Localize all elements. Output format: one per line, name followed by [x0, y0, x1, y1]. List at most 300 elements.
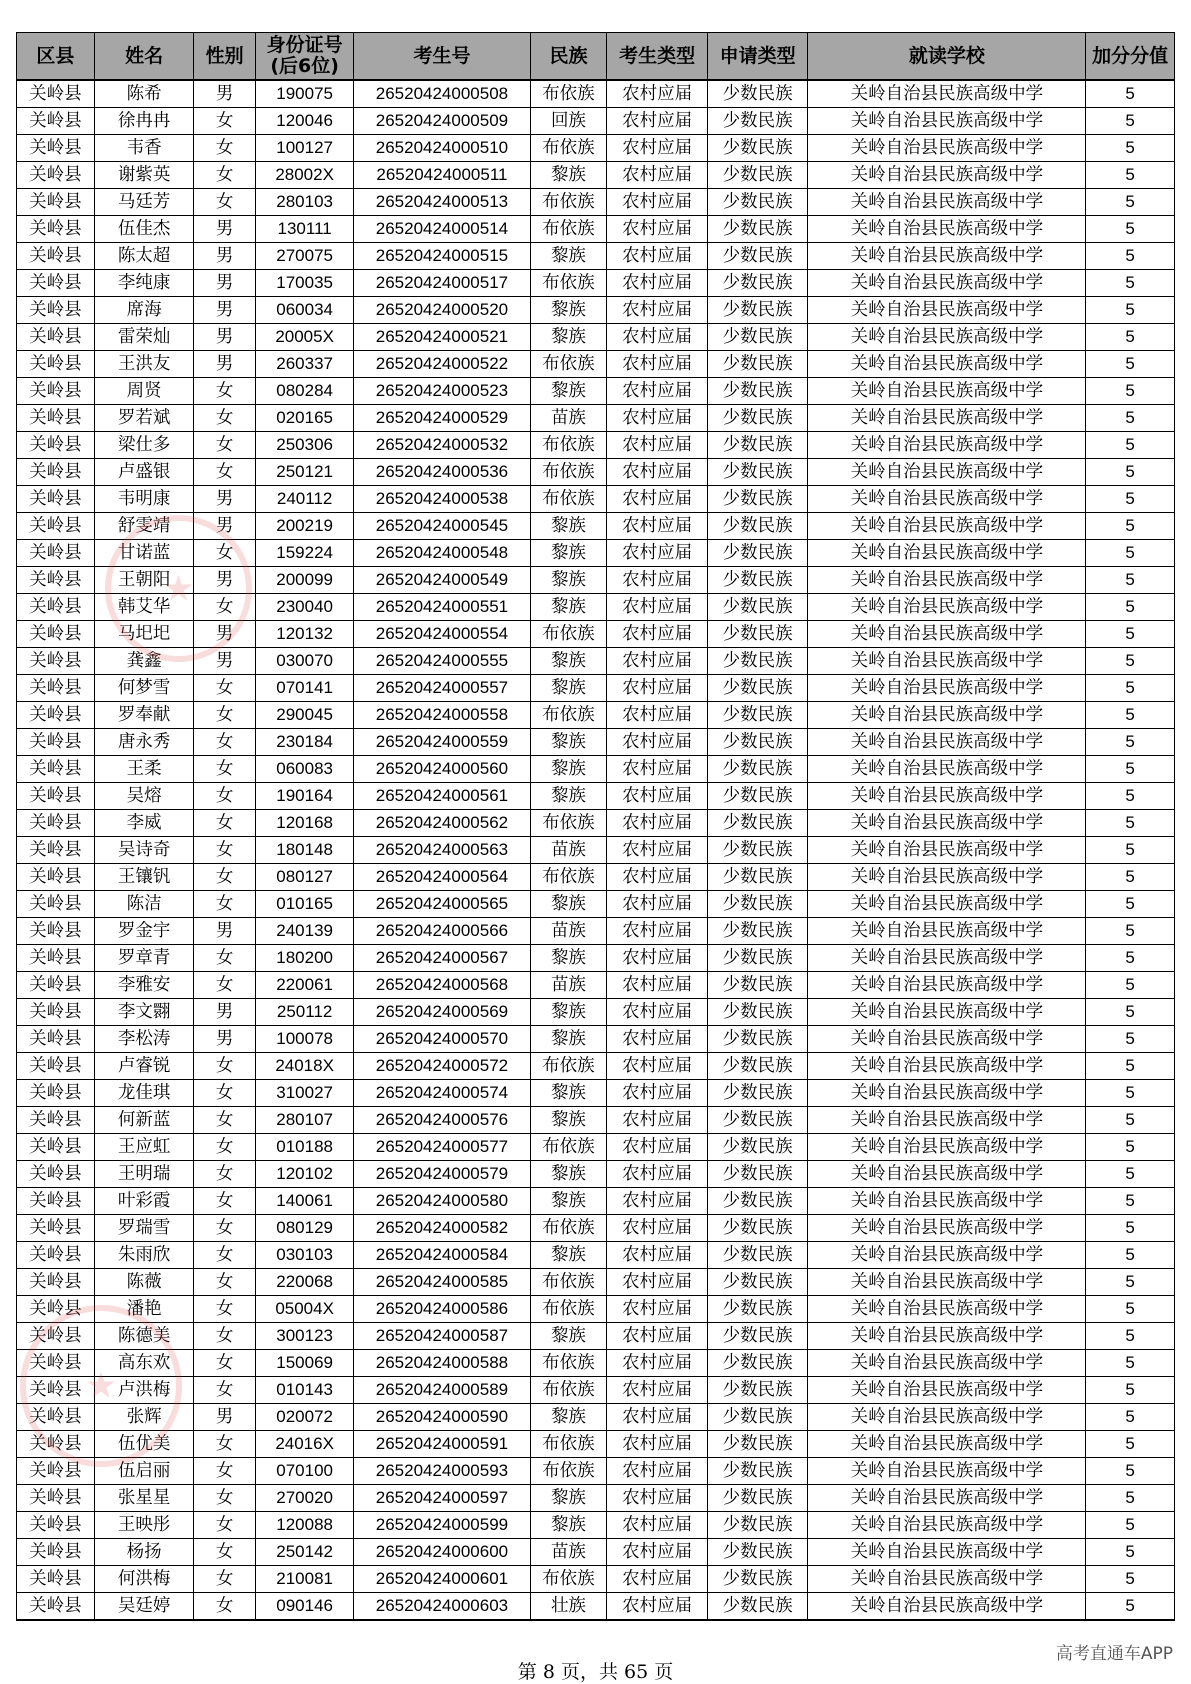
- cell-application-type: 少数民族: [707, 1188, 808, 1215]
- cell-district: 关岭县: [17, 1323, 95, 1350]
- cell-application-type: 少数民族: [707, 1161, 808, 1188]
- cell-id-suffix: 060083: [255, 756, 353, 783]
- cell-ethnicity: 黎族: [530, 1107, 607, 1134]
- cell-gender: 女: [194, 729, 256, 756]
- cell-id-suffix: 170035: [255, 270, 353, 297]
- cell-exam-number: 26520424000600: [354, 1539, 530, 1566]
- table-row: [17, 594, 1175, 621]
- cell-bonus-points: 5: [1086, 80, 1175, 108]
- cell-application-type: 少数民族: [707, 1539, 808, 1566]
- cell-ethnicity: 黎族: [530, 1161, 607, 1188]
- cell-exam-number: 26520424000549: [354, 567, 530, 594]
- cell-candidate-type: 农村应届: [607, 1350, 708, 1377]
- cell-exam-number: 26520424000567: [354, 945, 530, 972]
- cell-application-type: 少数民族: [707, 972, 808, 999]
- cell-ethnicity: 布依族: [530, 1269, 607, 1296]
- cell-name: 马廷芳: [94, 189, 193, 216]
- cell-candidate-type: 农村应届: [607, 351, 708, 378]
- cell-school: 关岭自治县民族高级中学: [808, 837, 1086, 864]
- col-header-application-type: 申请类型: [707, 33, 808, 81]
- cell-ethnicity: 布依族: [530, 459, 607, 486]
- cell-name: 朱雨欣: [94, 1242, 193, 1269]
- cell-gender: 女: [194, 1593, 256, 1621]
- cell-exam-number: 26520424000517: [354, 270, 530, 297]
- cell-ethnicity: 苗族: [530, 1539, 607, 1566]
- table-row: [17, 1404, 1175, 1431]
- table-row: [17, 621, 1175, 648]
- table-row: [17, 675, 1175, 702]
- cell-candidate-type: 农村应届: [607, 1458, 708, 1485]
- cell-application-type: 少数民族: [707, 648, 808, 675]
- cell-district: 关岭县: [17, 1215, 95, 1242]
- cell-exam-number: 26520424000579: [354, 1161, 530, 1188]
- cell-application-type: 少数民族: [707, 1512, 808, 1539]
- cell-gender: 男: [194, 1026, 256, 1053]
- cell-name: 李威: [94, 810, 193, 837]
- cell-bonus-points: 5: [1086, 594, 1175, 621]
- cell-name: 龚鑫: [94, 648, 193, 675]
- cell-id-suffix: 120088: [255, 1512, 353, 1539]
- cell-school: 关岭自治县民族高级中学: [808, 1485, 1086, 1512]
- cell-application-type: 少数民族: [707, 891, 808, 918]
- cell-exam-number: 26520424000574: [354, 1080, 530, 1107]
- cell-bonus-points: 5: [1086, 783, 1175, 810]
- cell-name: 伍启丽: [94, 1458, 193, 1485]
- cell-district: 关岭县: [17, 486, 95, 513]
- cell-ethnicity: 布依族: [530, 1458, 607, 1485]
- cell-ethnicity: 布依族: [530, 621, 607, 648]
- cell-ethnicity: 布依族: [530, 702, 607, 729]
- cell-name: 陈希: [94, 80, 193, 108]
- cell-name: 吴诗奇: [94, 837, 193, 864]
- cell-district: 关岭县: [17, 1242, 95, 1269]
- cell-name: 徐冉冉: [94, 108, 193, 135]
- cell-application-type: 少数民族: [707, 486, 808, 513]
- cell-ethnicity: 苗族: [530, 918, 607, 945]
- cell-id-suffix: 030103: [255, 1242, 353, 1269]
- cell-id-suffix: 120168: [255, 810, 353, 837]
- cell-exam-number: 26520424000577: [354, 1134, 530, 1161]
- cell-district: 关岭县: [17, 1512, 95, 1539]
- cell-district: 关岭县: [17, 189, 95, 216]
- cell-gender: 女: [194, 1431, 256, 1458]
- cell-bonus-points: 5: [1086, 1485, 1175, 1512]
- table-row: [17, 324, 1175, 351]
- cell-ethnicity: 黎族: [530, 1512, 607, 1539]
- cell-ethnicity: 布依族: [530, 1350, 607, 1377]
- cell-candidate-type: 农村应届: [607, 513, 708, 540]
- cell-candidate-type: 农村应届: [607, 1539, 708, 1566]
- cell-exam-number: 26520424000529: [354, 405, 530, 432]
- cell-id-suffix: 240139: [255, 918, 353, 945]
- table-row: [17, 648, 1175, 675]
- cell-candidate-type: 农村应届: [607, 540, 708, 567]
- col-header-candidate-type: 考生类型: [607, 33, 708, 81]
- cell-exam-number: 26520424000532: [354, 432, 530, 459]
- cell-district: 关岭县: [17, 567, 95, 594]
- cell-application-type: 少数民族: [707, 837, 808, 864]
- cell-name: 席海: [94, 297, 193, 324]
- cell-application-type: 少数民族: [707, 1296, 808, 1323]
- cell-school: 关岭自治县民族高级中学: [808, 1350, 1086, 1377]
- cell-bonus-points: 5: [1086, 378, 1175, 405]
- cell-candidate-type: 农村应届: [607, 135, 708, 162]
- cell-bonus-points: 5: [1086, 1242, 1175, 1269]
- table-row: [17, 567, 1175, 594]
- cell-district: 关岭县: [17, 945, 95, 972]
- col-header-name: 姓名: [94, 33, 193, 81]
- cell-application-type: 少数民族: [707, 1053, 808, 1080]
- table-row: [17, 1026, 1175, 1053]
- cell-id-suffix: 24018X: [255, 1053, 353, 1080]
- cell-bonus-points: 5: [1086, 1161, 1175, 1188]
- table-row: [17, 459, 1175, 486]
- cell-school: 关岭自治县民族高级中学: [808, 1404, 1086, 1431]
- cell-id-suffix: 120046: [255, 108, 353, 135]
- cell-application-type: 少数民族: [707, 864, 808, 891]
- cell-district: 关岭县: [17, 891, 95, 918]
- cell-gender: 女: [194, 594, 256, 621]
- cell-school: 关岭自治县民族高级中学: [808, 945, 1086, 972]
- cell-name: 梁仕多: [94, 432, 193, 459]
- cell-school: 关岭自治县民族高级中学: [808, 783, 1086, 810]
- cell-school: 关岭自治县民族高级中学: [808, 486, 1086, 513]
- cell-application-type: 少数民族: [707, 297, 808, 324]
- cell-id-suffix: 010143: [255, 1377, 353, 1404]
- roster-table: [16, 32, 1175, 1621]
- cell-candidate-type: 农村应届: [607, 891, 708, 918]
- cell-candidate-type: 农村应届: [607, 1107, 708, 1134]
- cell-name: 陈德美: [94, 1323, 193, 1350]
- cell-application-type: 少数民族: [707, 1350, 808, 1377]
- cell-name: 龙佳琪: [94, 1080, 193, 1107]
- cell-ethnicity: 黎族: [530, 324, 607, 351]
- cell-school: 关岭自治县民族高级中学: [808, 216, 1086, 243]
- table-row: [17, 999, 1175, 1026]
- cell-school: 关岭自治县民族高级中学: [808, 1269, 1086, 1296]
- cell-id-suffix: 020165: [255, 405, 353, 432]
- cell-exam-number: 26520424000564: [354, 864, 530, 891]
- cell-name: 韦明康: [94, 486, 193, 513]
- table-row: [17, 351, 1175, 378]
- table-row: [17, 810, 1175, 837]
- cell-id-suffix: 250306: [255, 432, 353, 459]
- cell-id-suffix: 280107: [255, 1107, 353, 1134]
- cell-school: 关岭自治县民族高级中学: [808, 972, 1086, 999]
- cell-id-suffix: 020072: [255, 1404, 353, 1431]
- cell-school: 关岭自治县民族高级中学: [808, 80, 1086, 108]
- cell-name: 罗奉献: [94, 702, 193, 729]
- cell-ethnicity: 黎族: [530, 1485, 607, 1512]
- cell-candidate-type: 农村应届: [607, 1080, 708, 1107]
- table-row: [17, 405, 1175, 432]
- cell-application-type: 少数民族: [707, 1026, 808, 1053]
- cell-ethnicity: 苗族: [530, 837, 607, 864]
- cell-exam-number: 26520424000576: [354, 1107, 530, 1134]
- cell-candidate-type: 农村应届: [607, 1512, 708, 1539]
- cell-application-type: 少数民族: [707, 1566, 808, 1593]
- cell-bonus-points: 5: [1086, 621, 1175, 648]
- cell-ethnicity: 黎族: [530, 567, 607, 594]
- cell-ethnicity: 布依族: [530, 216, 607, 243]
- cell-bonus-points: 5: [1086, 270, 1175, 297]
- cell-exam-number: 26520424000584: [354, 1242, 530, 1269]
- cell-district: 关岭县: [17, 1404, 95, 1431]
- cell-school: 关岭自治县民族高级中学: [808, 1512, 1086, 1539]
- cell-name: 卢睿锐: [94, 1053, 193, 1080]
- cell-district: 关岭县: [17, 540, 95, 567]
- cell-candidate-type: 农村应届: [607, 1404, 708, 1431]
- cell-district: 关岭县: [17, 80, 95, 108]
- cell-id-suffix: 180200: [255, 945, 353, 972]
- cell-bonus-points: 5: [1086, 1431, 1175, 1458]
- cell-id-suffix: 080284: [255, 378, 353, 405]
- cell-school: 关岭自治县民族高级中学: [808, 324, 1086, 351]
- col-header-ethnicity: 民族: [530, 33, 607, 81]
- cell-bonus-points: 5: [1086, 1350, 1175, 1377]
- table-body: [17, 80, 1175, 1620]
- cell-name: 周贤: [94, 378, 193, 405]
- table-row: [17, 1080, 1175, 1107]
- cell-district: 关岭县: [17, 1026, 95, 1053]
- cell-school: 关岭自治县民族高级中学: [808, 918, 1086, 945]
- cell-district: 关岭县: [17, 1350, 95, 1377]
- cell-bonus-points: 5: [1086, 486, 1175, 513]
- cell-name: 李雅安: [94, 972, 193, 999]
- cell-candidate-type: 农村应届: [607, 486, 708, 513]
- table-row: [17, 270, 1175, 297]
- cell-name: 伍优美: [94, 1431, 193, 1458]
- cell-application-type: 少数民族: [707, 1242, 808, 1269]
- cell-ethnicity: 黎族: [530, 648, 607, 675]
- cell-gender: 女: [194, 189, 256, 216]
- cell-gender: 女: [194, 1134, 256, 1161]
- cell-application-type: 少数民族: [707, 702, 808, 729]
- cell-ethnicity: 布依族: [530, 1566, 607, 1593]
- table-row: [17, 1539, 1175, 1566]
- cell-id-suffix: 250121: [255, 459, 353, 486]
- cell-district: 关岭县: [17, 108, 95, 135]
- cell-exam-number: 26520424000509: [354, 108, 530, 135]
- cell-application-type: 少数民族: [707, 80, 808, 108]
- cell-name: 王朝阳: [94, 567, 193, 594]
- cell-ethnicity: 布依族: [530, 864, 607, 891]
- cell-ethnicity: 黎族: [530, 675, 607, 702]
- table-row: [17, 1458, 1175, 1485]
- table-row: [17, 1512, 1175, 1539]
- cell-bonus-points: 5: [1086, 540, 1175, 567]
- cell-bonus-points: 5: [1086, 405, 1175, 432]
- cell-name: 谢紫英: [94, 162, 193, 189]
- cell-bonus-points: 5: [1086, 729, 1175, 756]
- cell-candidate-type: 农村应届: [607, 1242, 708, 1269]
- cell-gender: 女: [194, 972, 256, 999]
- cell-candidate-type: 农村应届: [607, 783, 708, 810]
- cell-exam-number: 26520424000508: [354, 80, 530, 108]
- cell-gender: 女: [194, 864, 256, 891]
- table-row: [17, 756, 1175, 783]
- cell-school: 关岭自治县民族高级中学: [808, 1188, 1086, 1215]
- cell-candidate-type: 农村应届: [607, 162, 708, 189]
- cell-bonus-points: 5: [1086, 837, 1175, 864]
- cell-gender: 女: [194, 891, 256, 918]
- cell-ethnicity: 苗族: [530, 405, 607, 432]
- cell-school: 关岭自治县民族高级中学: [808, 864, 1086, 891]
- cell-gender: 男: [194, 1404, 256, 1431]
- cell-name: 吴熔: [94, 783, 193, 810]
- cell-ethnicity: 黎族: [530, 945, 607, 972]
- cell-gender: 女: [194, 1539, 256, 1566]
- cell-bonus-points: 5: [1086, 108, 1175, 135]
- cell-application-type: 少数民族: [707, 756, 808, 783]
- cell-exam-number: 26520424000593: [354, 1458, 530, 1485]
- cell-school: 关岭自治县民族高级中学: [808, 729, 1086, 756]
- cell-bonus-points: 5: [1086, 1458, 1175, 1485]
- cell-school: 关岭自治县民族高级中学: [808, 540, 1086, 567]
- col-header-school: 就读学校: [808, 33, 1086, 81]
- col-header-gender: 性别: [194, 33, 256, 81]
- cell-district: 关岭县: [17, 324, 95, 351]
- cell-application-type: 少数民族: [707, 351, 808, 378]
- cell-district: 关岭县: [17, 1161, 95, 1188]
- cell-district: 关岭县: [17, 243, 95, 270]
- cell-exam-number: 26520424000589: [354, 1377, 530, 1404]
- cell-school: 关岭自治县民族高级中学: [808, 459, 1086, 486]
- cell-bonus-points: 5: [1086, 1215, 1175, 1242]
- cell-candidate-type: 农村应届: [607, 216, 708, 243]
- cell-bonus-points: 5: [1086, 1296, 1175, 1323]
- cell-ethnicity: 黎族: [530, 378, 607, 405]
- cell-gender: 女: [194, 378, 256, 405]
- cell-id-suffix: 270020: [255, 1485, 353, 1512]
- cell-id-suffix: 28002X: [255, 162, 353, 189]
- table-row: [17, 891, 1175, 918]
- cell-application-type: 少数民族: [707, 1485, 808, 1512]
- cell-id-suffix: 030070: [255, 648, 353, 675]
- cell-application-type: 少数民族: [707, 243, 808, 270]
- cell-candidate-type: 农村应届: [607, 756, 708, 783]
- cell-candidate-type: 农村应届: [607, 864, 708, 891]
- cell-exam-number: 26520424000520: [354, 297, 530, 324]
- cell-exam-number: 26520424000558: [354, 702, 530, 729]
- cell-exam-number: 26520424000563: [354, 837, 530, 864]
- cell-school: 关岭自治县民族高级中学: [808, 1053, 1086, 1080]
- table-row: [17, 1161, 1175, 1188]
- table-row: [17, 1188, 1175, 1215]
- cell-candidate-type: 农村应届: [607, 810, 708, 837]
- cell-exam-number: 26520424000521: [354, 324, 530, 351]
- cell-bonus-points: 5: [1086, 513, 1175, 540]
- cell-district: 关岭县: [17, 162, 95, 189]
- cell-district: 关岭县: [17, 216, 95, 243]
- cell-ethnicity: 布依族: [530, 486, 607, 513]
- cell-id-suffix: 260337: [255, 351, 353, 378]
- table-row: [17, 1593, 1175, 1621]
- cell-gender: 女: [194, 1107, 256, 1134]
- cell-school: 关岭自治县民族高级中学: [808, 108, 1086, 135]
- cell-application-type: 少数民族: [707, 1431, 808, 1458]
- cell-exam-number: 26520424000515: [354, 243, 530, 270]
- cell-school: 关岭自治县民族高级中学: [808, 1242, 1086, 1269]
- cell-gender: 女: [194, 945, 256, 972]
- cell-application-type: 少数民族: [707, 513, 808, 540]
- cell-application-type: 少数民族: [707, 324, 808, 351]
- cell-district: 关岭县: [17, 729, 95, 756]
- cell-exam-number: 26520424000586: [354, 1296, 530, 1323]
- cell-ethnicity: 黎族: [530, 1242, 607, 1269]
- cell-id-suffix: 159224: [255, 540, 353, 567]
- cell-gender: 男: [194, 648, 256, 675]
- cell-ethnicity: 苗族: [530, 972, 607, 999]
- cell-bonus-points: 5: [1086, 1404, 1175, 1431]
- cell-id-suffix: 280103: [255, 189, 353, 216]
- cell-school: 关岭自治县民族高级中学: [808, 621, 1086, 648]
- cell-school: 关岭自治县民族高级中学: [808, 297, 1086, 324]
- cell-school: 关岭自治县民族高级中学: [808, 1323, 1086, 1350]
- cell-bonus-points: 5: [1086, 1377, 1175, 1404]
- cell-district: 关岭县: [17, 1485, 95, 1512]
- cell-gender: 男: [194, 216, 256, 243]
- cell-ethnicity: 布依族: [530, 1296, 607, 1323]
- cell-gender: 男: [194, 999, 256, 1026]
- cell-exam-number: 26520424000555: [354, 648, 530, 675]
- cell-candidate-type: 农村应届: [607, 80, 708, 108]
- cell-ethnicity: 黎族: [530, 540, 607, 567]
- cell-application-type: 少数民族: [707, 675, 808, 702]
- cell-name: 罗金宇: [94, 918, 193, 945]
- red-seal-watermark: ★: [20, 1305, 182, 1467]
- cell-id-suffix: 010165: [255, 891, 353, 918]
- cell-id-suffix: 010188: [255, 1134, 353, 1161]
- cell-gender: 女: [194, 675, 256, 702]
- cell-ethnicity: 布依族: [530, 1215, 607, 1242]
- cell-candidate-type: 农村应届: [607, 1053, 708, 1080]
- cell-bonus-points: 5: [1086, 189, 1175, 216]
- cell-district: 关岭县: [17, 972, 95, 999]
- cell-application-type: 少数民族: [707, 945, 808, 972]
- cell-gender: 女: [194, 1161, 256, 1188]
- cell-candidate-type: 农村应届: [607, 999, 708, 1026]
- cell-exam-number: 26520424000562: [354, 810, 530, 837]
- cell-ethnicity: 黎族: [530, 891, 607, 918]
- cell-name: 唐永秀: [94, 729, 193, 756]
- cell-candidate-type: 农村应届: [607, 729, 708, 756]
- cell-name: 陈洁: [94, 891, 193, 918]
- cell-ethnicity: 黎族: [530, 1080, 607, 1107]
- cell-application-type: 少数民族: [707, 216, 808, 243]
- cell-id-suffix: 150069: [255, 1350, 353, 1377]
- cell-gender: 男: [194, 918, 256, 945]
- cell-school: 关岭自治县民族高级中学: [808, 702, 1086, 729]
- cell-application-type: 少数民族: [707, 459, 808, 486]
- cell-candidate-type: 农村应届: [607, 324, 708, 351]
- cell-application-type: 少数民族: [707, 432, 808, 459]
- cell-application-type: 少数民族: [707, 729, 808, 756]
- cell-name: 李松涛: [94, 1026, 193, 1053]
- cell-bonus-points: 5: [1086, 459, 1175, 486]
- cell-ethnicity: 布依族: [530, 1134, 607, 1161]
- cell-exam-number: 26520424000599: [354, 1512, 530, 1539]
- cell-name: 甘诺蓝: [94, 540, 193, 567]
- table-row: [17, 1242, 1175, 1269]
- cell-id-suffix: 090146: [255, 1593, 353, 1621]
- cell-name: 张星星: [94, 1485, 193, 1512]
- cell-candidate-type: 农村应届: [607, 108, 708, 135]
- cell-candidate-type: 农村应届: [607, 1161, 708, 1188]
- cell-name: 杨扬: [94, 1539, 193, 1566]
- cell-candidate-type: 农村应届: [607, 972, 708, 999]
- cell-ethnicity: 黎族: [530, 783, 607, 810]
